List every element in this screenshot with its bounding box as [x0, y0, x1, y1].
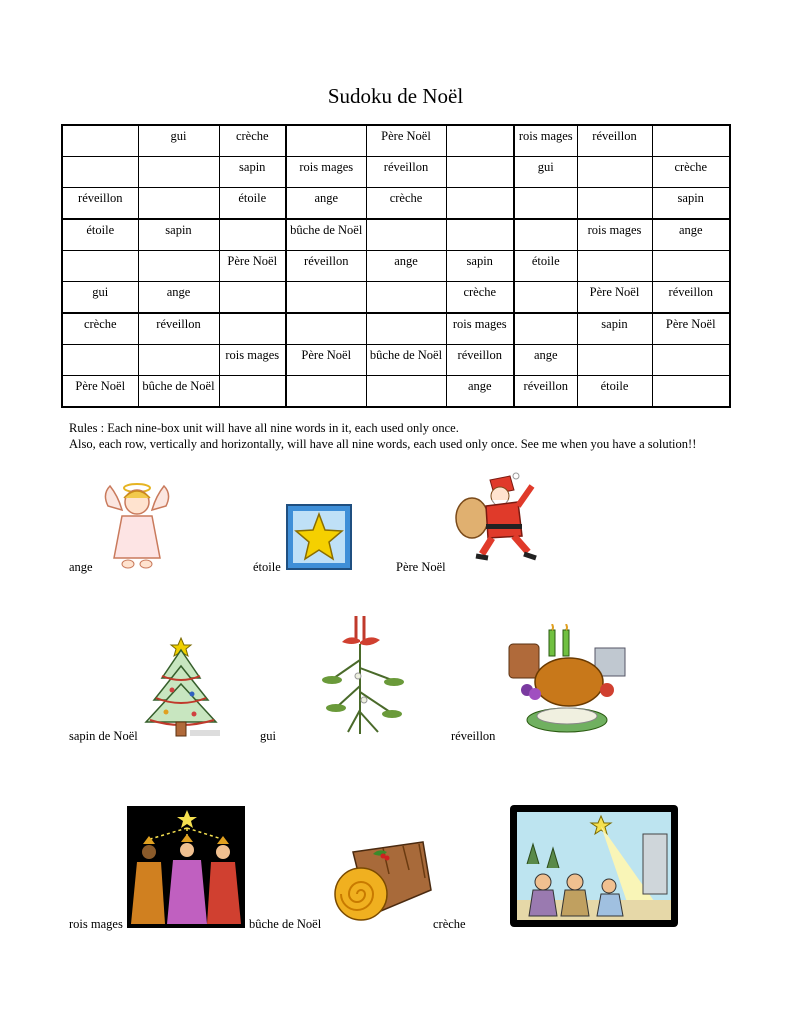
grid-cell [652, 345, 730, 376]
grid-cell [219, 313, 286, 345]
grid-cell [138, 157, 219, 188]
grid-cell [366, 376, 446, 408]
grid-row [62, 313, 730, 345]
grid-cell [138, 345, 219, 376]
grid-cell: crèche [446, 282, 514, 314]
grid-cell [286, 376, 366, 408]
rules-line-1: Rules : Each nine-box unit will have all nine words in it, each used only once. [69, 421, 459, 435]
label-sapin: sapin de Noël [69, 729, 138, 743]
grid-cell [652, 125, 730, 157]
grid-cell: ange [138, 282, 219, 314]
grid-row [62, 345, 730, 376]
grid-cell: réveillon [366, 157, 446, 188]
grid-cell [286, 313, 366, 345]
angel-icon [100, 476, 174, 570]
rules-text [69, 421, 709, 452]
grid-row [62, 157, 730, 188]
grid-cell [446, 219, 514, 251]
grid-cell [366, 282, 446, 314]
grid-cell: ange [366, 251, 446, 282]
grid-cell: Père Noël [62, 376, 138, 408]
grid-cell [219, 376, 286, 408]
grid-cell [62, 345, 138, 376]
grid-cell [138, 188, 219, 220]
grid-cell [286, 125, 366, 157]
grid-cell: rois mages [219, 345, 286, 376]
grid-cell [138, 251, 219, 282]
grid-cell: gui [138, 125, 219, 157]
sudoku-grid [61, 124, 731, 408]
label-ange: ange [69, 560, 93, 574]
grid-cell [577, 251, 652, 282]
label-rois-mages: rois mages [69, 917, 123, 931]
grid-cell [652, 251, 730, 282]
christmas-tree-icon [144, 636, 222, 738]
grid-cell: rois mages [286, 157, 366, 188]
grid-cell: bûche de Noël [286, 219, 366, 251]
three-kings-icon [127, 806, 245, 928]
star-icon [286, 504, 352, 570]
nativity-icon [509, 804, 679, 928]
grid-cell: gui [514, 157, 577, 188]
grid-cell [62, 251, 138, 282]
grid-cell: sapin [219, 157, 286, 188]
page-title: Sudoku de Noël [327, 84, 464, 108]
label-pere-noel: Père Noël [396, 560, 446, 574]
grid-cell [514, 282, 577, 314]
label-buche: bûche de Noël [249, 917, 322, 931]
grid-cell: Père Noël [577, 282, 652, 314]
yule-log-icon [333, 834, 433, 930]
grid-cell: Père Noël [652, 313, 730, 345]
grid-cell: rois mages [577, 219, 652, 251]
grid-cell [62, 157, 138, 188]
grid-cell [577, 345, 652, 376]
label-creche: crèche [433, 917, 466, 931]
label-gui: gui [260, 729, 276, 743]
feast-icon [505, 624, 631, 740]
grid-cell: étoile [219, 188, 286, 220]
grid-cell: sapin [446, 251, 514, 282]
grid-row [62, 188, 730, 220]
grid-cell: crèche [652, 157, 730, 188]
grid-cell: Père Noël [366, 125, 446, 157]
grid-row [62, 125, 730, 157]
grid-cell [366, 313, 446, 345]
grid-cell [219, 282, 286, 314]
grid-cell: rois mages [514, 125, 577, 157]
grid-row [62, 376, 730, 408]
grid-cell [219, 219, 286, 251]
grid-row [62, 282, 730, 314]
grid-cell [577, 157, 652, 188]
grid-cell: réveillon [652, 282, 730, 314]
grid-cell: étoile [514, 251, 577, 282]
label-etoile: étoile [253, 560, 281, 574]
grid-cell: ange [446, 376, 514, 408]
label-reveillon: réveillon [451, 729, 496, 743]
grid-cell: ange [514, 345, 577, 376]
grid-cell: crèche [219, 125, 286, 157]
mistletoe-icon [312, 616, 412, 740]
grid-cell: Père Noël [219, 251, 286, 282]
grid-row [62, 219, 730, 251]
grid-row [62, 251, 730, 282]
rules-line-2: Also, each row, vertically and horizontally, will have all nine words, each used only once. See me when you have a solution!! [69, 436, 697, 451]
grid-cell: réveillon [446, 345, 514, 376]
grid-cell: sapin [138, 219, 219, 251]
grid-cell: ange [286, 188, 366, 220]
grid-cell: gui [62, 282, 138, 314]
grid-cell: réveillon [62, 188, 138, 220]
grid-cell [446, 188, 514, 220]
grid-cell: bûche de Noël [138, 376, 219, 408]
grid-cell: crèche [62, 313, 138, 345]
grid-cell: réveillon [138, 313, 219, 345]
grid-cell: réveillon [514, 376, 577, 408]
grid-cell: sapin [652, 188, 730, 220]
santa-icon [452, 472, 540, 566]
grid-cell [446, 125, 514, 157]
grid-cell: bûche de Noël [366, 345, 446, 376]
grid-cell: étoile [577, 376, 652, 408]
grid-cell [514, 313, 577, 345]
grid-cell: Père Noël [286, 345, 366, 376]
grid-cell: rois mages [446, 313, 514, 345]
grid-cell: réveillon [286, 251, 366, 282]
grid-cell: ange [652, 219, 730, 251]
grid-cell [62, 125, 138, 157]
grid-cell [514, 188, 577, 220]
grid-cell: étoile [62, 219, 138, 251]
grid-cell: réveillon [577, 125, 652, 157]
grid-cell [652, 376, 730, 408]
grid-cell [286, 282, 366, 314]
grid-cell: crèche [366, 188, 446, 220]
grid-cell [577, 188, 652, 220]
grid-cell [514, 219, 577, 251]
grid-cell [366, 219, 446, 251]
grid-cell: sapin [577, 313, 652, 345]
grid-cell [446, 157, 514, 188]
